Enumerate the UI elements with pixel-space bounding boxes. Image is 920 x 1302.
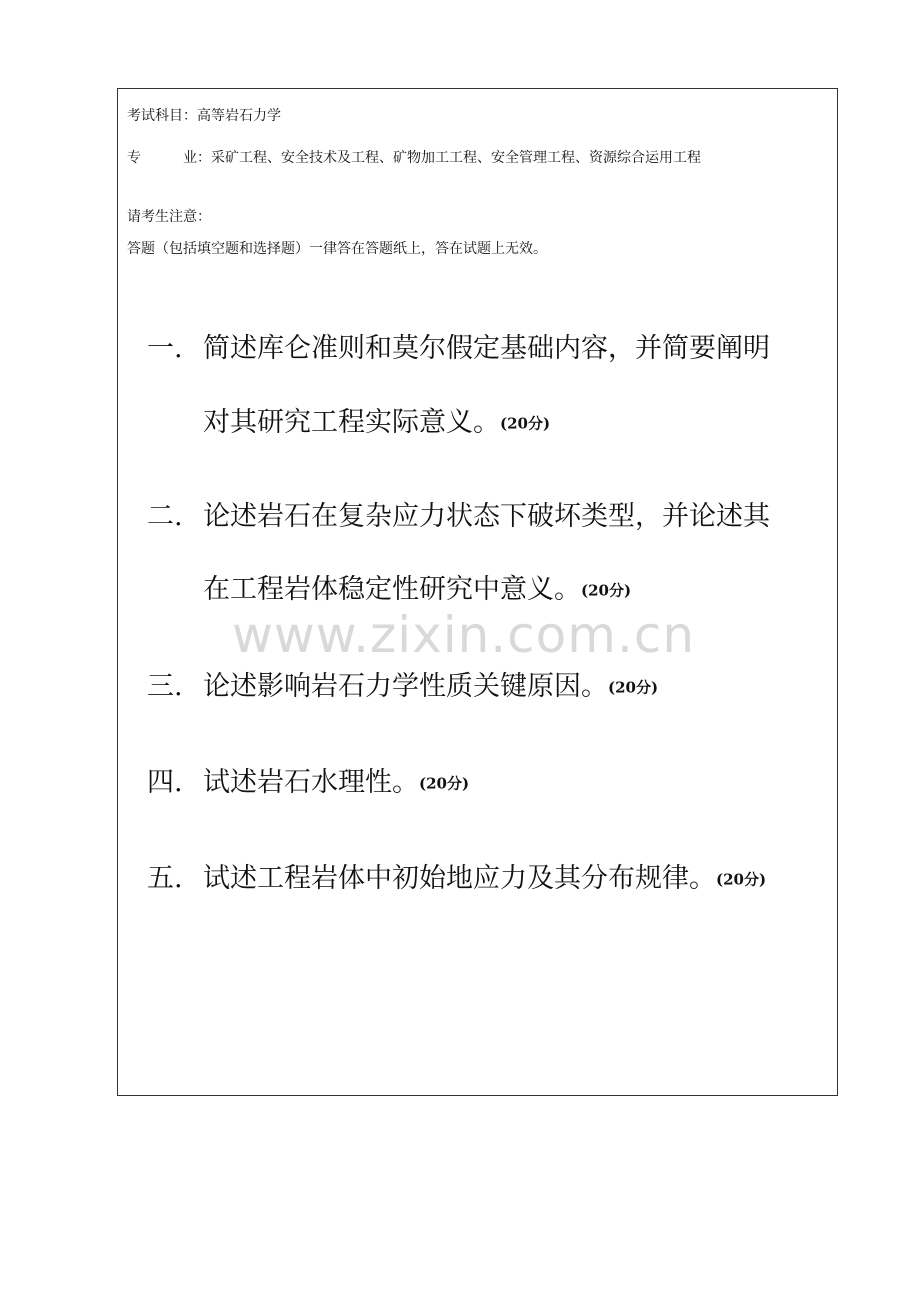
watermark-text: www.zixin.com.cn <box>232 606 696 664</box>
major-value: 采矿工程、安全技术及工程、矿物加工工程、安全管理工程、资源综合运用工程 <box>211 150 701 166</box>
major-label-part1: 专 <box>127 150 141 166</box>
question-4-number: 四. <box>147 767 183 798</box>
question-1-continuation <box>203 406 550 441</box>
question-2-line1: 论述岩石在复杂应力状态下破坏类型，并论述其 <box>203 501 770 532</box>
question-3 <box>147 670 658 705</box>
notice-title: 请考生注意： <box>127 209 211 225</box>
question-1 <box>147 332 770 438</box>
question-1-line1: 简述库仑准则和莫尔假定基础内容，并简要阐明 <box>203 333 770 364</box>
question-2-continuation <box>203 573 631 608</box>
question-1-score: (20分) <box>500 414 551 433</box>
question-2 <box>147 500 770 605</box>
question-1-number: 一. <box>147 333 183 364</box>
question-4-line1: 试述岩石水理性。 <box>203 767 419 798</box>
exam-paper-frame <box>117 88 838 1096</box>
question-5-number: 五. <box>147 863 183 894</box>
question-2-number: 二. <box>147 501 183 532</box>
question-3-line1: 论述影响岩石力学性质关键原因。 <box>203 671 608 702</box>
question-1-line2: 对其研究工程实际意义。 <box>203 407 500 438</box>
question-5-score: (20分) <box>716 870 767 889</box>
question-2-line2: 在工程岩体稳定性研究中意义。 <box>203 574 581 605</box>
question-3-score: (20分) <box>608 678 659 697</box>
question-5 <box>147 862 766 897</box>
question-3-number: 三. <box>147 671 183 702</box>
question-5-line1: 试述工程岩体中初始地应力及其分布规律。 <box>203 863 716 894</box>
question-4 <box>147 766 469 801</box>
subject-value: 高等岩石力学 <box>197 108 281 124</box>
question-2-score: (20分) <box>581 581 632 600</box>
notice-text: 答题（包括填空题和选择题）一律答在答题纸上，答在试题上无效。 <box>127 241 547 257</box>
subject-label: 考试科目： <box>127 108 197 124</box>
major-label-part2: 业： <box>183 150 211 166</box>
exam-subject-line <box>127 107 281 125</box>
question-4-score: (20分) <box>419 774 470 793</box>
major-line <box>127 149 701 167</box>
